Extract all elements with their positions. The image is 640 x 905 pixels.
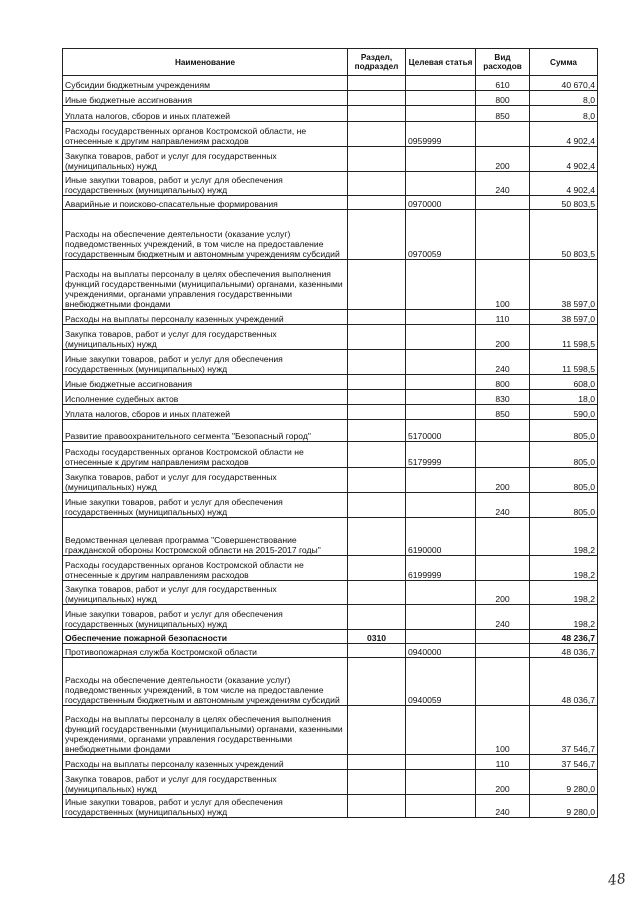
cell-section [348, 91, 406, 106]
cell-section [348, 210, 406, 260]
cell-name: Противопожарная служба Костромской области [63, 644, 348, 658]
cell-kind [476, 630, 530, 644]
cell-sum: 805,0 [530, 420, 598, 442]
cell-kind: 800 [476, 375, 530, 390]
cell-kind: 610 [476, 76, 530, 91]
cell-name: Закупка товаров, работ и услуг для государственных (муниципальных) нужд [63, 147, 348, 172]
cell-name: Иные закупки товаров, работ и услуг для обеспечения государственных (муниципальных) нужд [63, 350, 348, 375]
cell-target: 5179999 [406, 442, 476, 468]
cell-section [348, 390, 406, 405]
cell-kind: 110 [476, 755, 530, 770]
cell-target [406, 375, 476, 390]
cell-sum: 37 546,7 [530, 706, 598, 755]
cell-target [406, 350, 476, 375]
cell-kind: 240 [476, 795, 530, 818]
cell-kind: 200 [476, 468, 530, 493]
table-row [63, 172, 598, 196]
cell-target [406, 581, 476, 605]
cell-section [348, 122, 406, 147]
cell-section [348, 172, 406, 196]
header-target: Целевая статья [406, 49, 476, 76]
cell-name: Расходы государственных органов Костромской области, не отнесенные к другим направлениям расходов [63, 122, 348, 147]
cell-target [406, 770, 476, 795]
table-row [63, 468, 598, 493]
cell-name: Закупка товаров, работ и услуг для государственных (муниципальных) нужд [63, 770, 348, 795]
cell-target [406, 310, 476, 325]
table-row [63, 795, 598, 818]
cell-target: 0940059 [406, 658, 476, 706]
table-row [63, 76, 598, 91]
cell-sum: 8,0 [530, 91, 598, 106]
cell-target [406, 493, 476, 518]
header-name: Наименование [63, 49, 348, 76]
table-row [63, 581, 598, 605]
table-row [63, 644, 598, 658]
cell-sum: 48 036,7 [530, 644, 598, 658]
cell-section [348, 468, 406, 493]
cell-target [406, 325, 476, 350]
cell-name: Закупка товаров, работ и услуг для государственных (муниципальных) нужд [63, 325, 348, 350]
cell-sum: 608,0 [530, 375, 598, 390]
cell-section [348, 106, 406, 122]
cell-sum: 40 670,4 [530, 76, 598, 91]
cell-name: Расходы на обеспечение деятельности (оказание услуг) подведомственных учреждений, в том числе на предоставление государственным бюджетным и автономным учреждениям субсидий [63, 210, 348, 260]
header-sum: Сумма [530, 49, 598, 76]
budget-table [62, 48, 598, 818]
cell-kind [476, 122, 530, 147]
cell-target [406, 630, 476, 644]
cell-name: Аварийные и поисково-спасательные формирования [63, 196, 348, 210]
cell-name: Расходы на выплаты персоналу в целях обеспечения выполнения функций государственными (муниципальными) органами, казенными учреждениями, органами управления государственными внебюджетными фондами [63, 260, 348, 310]
table-row [63, 420, 598, 442]
cell-section [348, 581, 406, 605]
cell-sum: 8,0 [530, 106, 598, 122]
cell-kind [476, 644, 530, 658]
cell-sum: 805,0 [530, 493, 598, 518]
cell-kind: 830 [476, 390, 530, 405]
cell-target: 6199999 [406, 556, 476, 581]
cell-target [406, 795, 476, 818]
table-body [63, 76, 598, 818]
cell-name: Расходы государственных органов Костромской области не отнесенные к другим направлениям расходов [63, 442, 348, 468]
cell-name: Субсидии бюджетным учреждениям [63, 76, 348, 91]
cell-kind: 100 [476, 706, 530, 755]
cell-section [348, 755, 406, 770]
cell-name: Иные закупки товаров, работ и услуг для обеспечения государственных (муниципальных) нужд [63, 493, 348, 518]
cell-kind: 850 [476, 106, 530, 122]
cell-kind: 240 [476, 172, 530, 196]
cell-section [348, 325, 406, 350]
cell-section [348, 795, 406, 818]
cell-name: Исполнение судебных актов [63, 390, 348, 405]
table-row [63, 196, 598, 210]
cell-kind: 240 [476, 493, 530, 518]
cell-name: Ведомственная целевая программа "Совершенствование гражданской обороны Костромской области на 2015-2017 годы" [63, 518, 348, 556]
header-section: Раздел, подраздел [348, 49, 406, 76]
cell-section [348, 147, 406, 172]
cell-sum: 805,0 [530, 468, 598, 493]
cell-sum: 198,2 [530, 556, 598, 581]
cell-section [348, 644, 406, 658]
cell-name: Иные закупки товаров, работ и услуг для обеспечения государственных (муниципальных) нужд [63, 795, 348, 818]
cell-name: Расходы на выплаты персоналу казенных учреждений [63, 310, 348, 325]
document-sheet [62, 48, 597, 818]
cell-target [406, 706, 476, 755]
table-row [63, 493, 598, 518]
cell-sum: 50 803,5 [530, 210, 598, 260]
cell-kind [476, 210, 530, 260]
cell-sum: 50 803,5 [530, 196, 598, 210]
table-row [63, 706, 598, 755]
table-row [63, 556, 598, 581]
cell-target [406, 468, 476, 493]
table-row [63, 390, 598, 405]
cell-sum: 4 902,4 [530, 172, 598, 196]
cell-target: 5170000 [406, 420, 476, 442]
cell-kind [476, 518, 530, 556]
cell-name: Расходы государственных органов Костромской области не отнесенные к другим направлениям расходов [63, 556, 348, 581]
table-row [63, 442, 598, 468]
cell-kind: 110 [476, 310, 530, 325]
cell-sum: 9 280,0 [530, 795, 598, 818]
cell-name: Уплата налогов, сборов и иных платежей [63, 405, 348, 420]
cell-section [348, 442, 406, 468]
cell-sum: 805,0 [530, 442, 598, 468]
cell-name: Развитие правоохранительного сегмента "Безопасный город" [63, 420, 348, 442]
cell-kind [476, 442, 530, 468]
cell-sum: 11 598,5 [530, 350, 598, 375]
table-row [63, 375, 598, 390]
cell-sum: 48 036,7 [530, 658, 598, 706]
cell-sum: 18,0 [530, 390, 598, 405]
cell-name: Иные бюджетные ассигнования [63, 91, 348, 106]
cell-section [348, 706, 406, 755]
table-row [63, 350, 598, 375]
cell-sum: 48 236,7 [530, 630, 598, 644]
table-row [63, 260, 598, 310]
cell-kind: 200 [476, 770, 530, 795]
cell-target [406, 405, 476, 420]
cell-section [348, 196, 406, 210]
cell-name: Иные закупки товаров, работ и услуг для обеспечения государственных (муниципальных) нужд [63, 172, 348, 196]
cell-name: Закупка товаров, работ и услуг для государственных (муниципальных) нужд [63, 468, 348, 493]
cell-section [348, 260, 406, 310]
cell-sum: 38 597,0 [530, 310, 598, 325]
cell-kind: 800 [476, 91, 530, 106]
cell-kind [476, 420, 530, 442]
cell-sum: 38 597,0 [530, 260, 598, 310]
table-row [63, 770, 598, 795]
cell-target [406, 106, 476, 122]
cell-target [406, 76, 476, 91]
table-row [63, 325, 598, 350]
cell-section: 0310 [348, 630, 406, 644]
cell-kind [476, 658, 530, 706]
cell-target: 6190000 [406, 518, 476, 556]
cell-sum: 198,2 [530, 581, 598, 605]
cell-name: Расходы на обеспечение деятельности (оказание услуг) подведомственных учреждений, в том числе на предоставление государственным бюджетным и автономным учреждениям субсидий [63, 658, 348, 706]
cell-sum: 198,2 [530, 518, 598, 556]
cell-section [348, 605, 406, 630]
cell-kind: 850 [476, 405, 530, 420]
cell-name: Закупка товаров, работ и услуг для государственных (муниципальных) нужд [63, 581, 348, 605]
cell-name: Расходы на выплаты персоналу в целях обеспечения выполнения функций государственными (муниципальными) органами, казенными учреждениями, органами управления государственными внебюджетными фондами [63, 706, 348, 755]
cell-section [348, 420, 406, 442]
table-row [63, 210, 598, 260]
cell-name: Расходы на выплаты персоналу казенных учреждений [63, 755, 348, 770]
cell-sum: 11 598,5 [530, 325, 598, 350]
header-kind: Вид расходов [476, 49, 530, 76]
cell-kind: 240 [476, 350, 530, 375]
table-row [63, 630, 598, 644]
table-header-row [63, 49, 598, 76]
table-row [63, 147, 598, 172]
cell-name: Иные закупки товаров, работ и услуг для обеспечения государственных (муниципальных) нужд [63, 605, 348, 630]
cell-target [406, 260, 476, 310]
cell-target [406, 755, 476, 770]
cell-sum: 9 280,0 [530, 770, 598, 795]
cell-name: Уплата налогов, сборов и иных платежей [63, 106, 348, 122]
cell-target [406, 390, 476, 405]
cell-name: Иные бюджетные ассигнования [63, 375, 348, 390]
table-row [63, 91, 598, 106]
cell-sum: 4 902,4 [530, 147, 598, 172]
cell-target [406, 91, 476, 106]
cell-target [406, 605, 476, 630]
table-row [63, 605, 598, 630]
cell-section [348, 375, 406, 390]
cell-section [348, 76, 406, 91]
cell-section [348, 405, 406, 420]
cell-target [406, 147, 476, 172]
table-row [63, 122, 598, 147]
cell-kind: 200 [476, 325, 530, 350]
cell-target: 0970059 [406, 210, 476, 260]
cell-section [348, 310, 406, 325]
cell-section [348, 770, 406, 795]
table-row [63, 106, 598, 122]
cell-section [348, 350, 406, 375]
cell-target: 0970000 [406, 196, 476, 210]
cell-section [348, 493, 406, 518]
cell-kind: 200 [476, 581, 530, 605]
cell-kind [476, 556, 530, 581]
cell-kind: 240 [476, 605, 530, 630]
cell-section [348, 556, 406, 581]
table-row [63, 405, 598, 420]
cell-kind [476, 196, 530, 210]
table-row [63, 755, 598, 770]
cell-target: 0940000 [406, 644, 476, 658]
cell-section [348, 658, 406, 706]
table-row [63, 658, 598, 706]
cell-sum: 4 902,4 [530, 122, 598, 147]
handwritten-page-number: 48 [606, 870, 627, 890]
cell-kind: 200 [476, 147, 530, 172]
cell-target [406, 172, 476, 196]
cell-sum: 37 546,7 [530, 755, 598, 770]
table-row [63, 310, 598, 325]
table-row [63, 518, 598, 556]
cell-sum: 198,2 [530, 605, 598, 630]
cell-kind: 100 [476, 260, 530, 310]
cell-target: 0959999 [406, 122, 476, 147]
cell-section [348, 518, 406, 556]
cell-sum: 590,0 [530, 405, 598, 420]
cell-name: Обеспечение пожарной безопасности [63, 630, 348, 644]
